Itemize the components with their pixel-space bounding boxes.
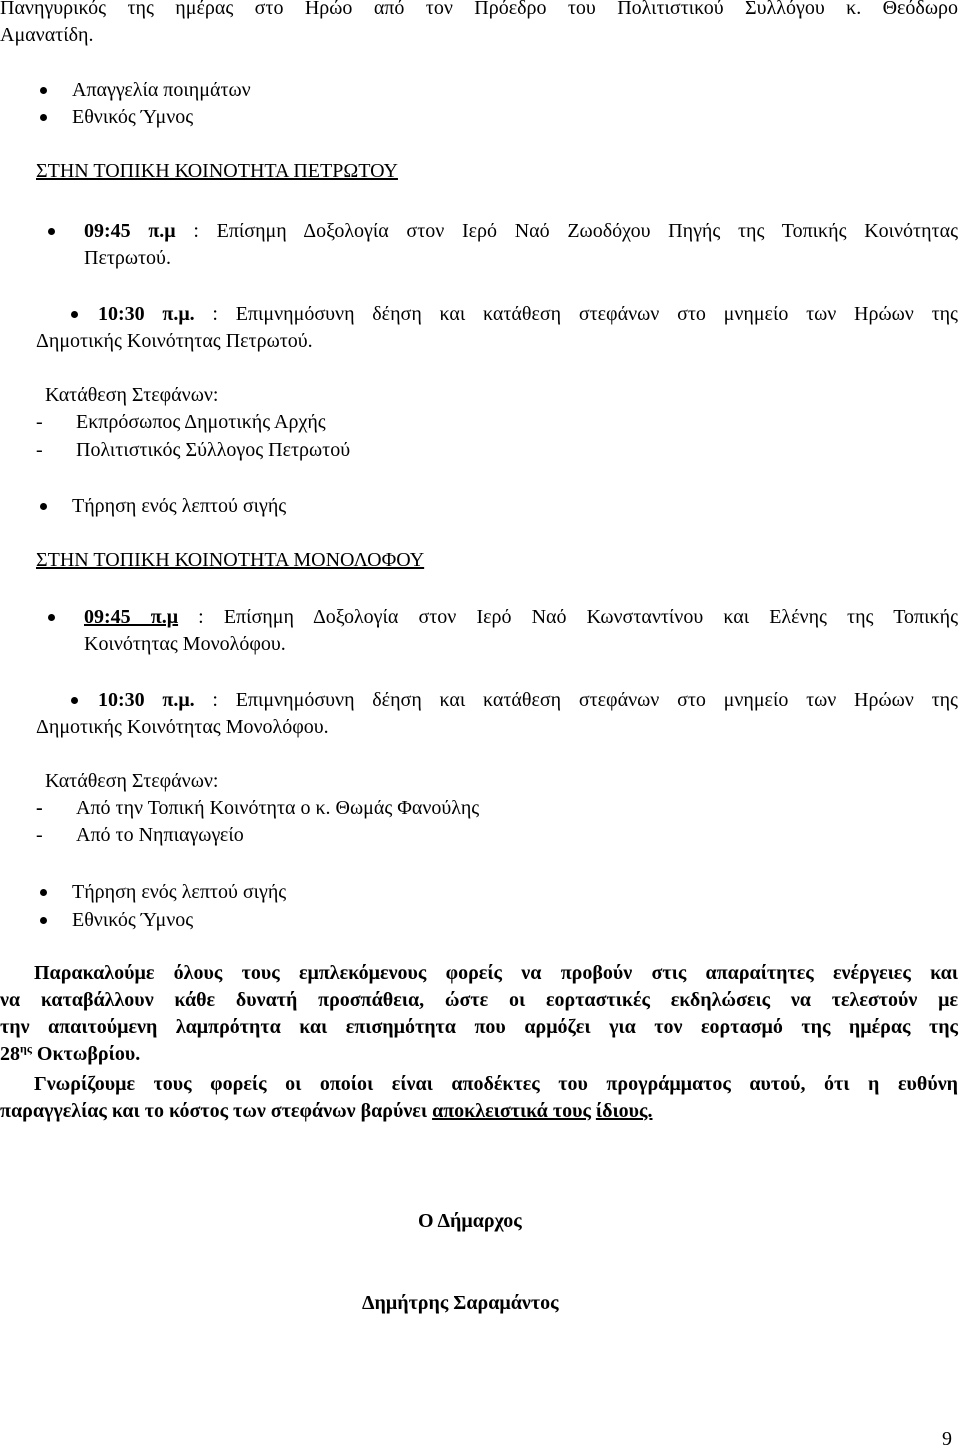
bullet-icon [40,503,47,510]
wreaths-label: Κατάθεση Στεφάνων: [45,770,219,792]
section-heading-petrotou: ΣΤΗΝ ΤΟΠΙΚΗ ΚΟΙΝΟΤΗΤΑ ΠΕΤΡΩΤΟΥ [36,160,398,182]
dash-icon: - [36,797,43,819]
bullet-icon [40,114,47,121]
signature-title: Ο Δήμαρχος [418,1210,522,1232]
monolofou-doxology-line-1: 09:45 π.μ : Επίσημη Δοξολογία στον Ιερό Ναό Κωνσταντίνου και Ελένης της Τοπικής [84,606,958,628]
closing-p2-line-1: Γνωρίζουμε τους φορείς οι οποίοι είναι αποδέκτες του προγράμματος αυτού, ότι η ευθύνη [34,1073,958,1095]
section-heading-monolofou: ΣΤΗΝ ΤΟΠΙΚΗ ΚΟΙΝΟΤΗΤΑ ΜΟΝΟΛΟΦΟΥ [36,549,425,571]
closing-p1-line-1: Παρακαλούμε όλους τους εμπλεκόμενους φορείς να προβούν στις απαραίτητες ενέργειες και [34,962,958,984]
closing-p2-line-2: παραγγελίας και το κόστος των στεφάνων βαρύνει αποκλειστικά τους ίδιους. [0,1100,653,1122]
closing-p1-line-2: να καταβάλλουν κάθε δυνατή προσπάθεια, ώστε οι εορταστικές εκδηλώσεις να τελεστούν με [0,989,958,1011]
time-label: 09:45 π.μ [84,606,179,628]
petrotou-doxology-line-1: 09:45 π.μ : Επίσημη Δοξολογία στον Ιερό Ναό Ζωοδόχου Πηγής της Τοπικής Κοινότητας [84,220,958,242]
bullet-icon [48,614,55,621]
signature-name: Δημήτρης Σαραμάντος [362,1292,559,1314]
closing-p1-line-3: την απαιτούμενη λαμπρότητα και επισημότητα που αρμόζει για τον εορτασμό της ημέρας της [0,1016,958,1038]
wreaths-label: Κατάθεση Στεφάνων: [45,384,219,406]
petrotou-doxology-line-2: Πετρωτού. [84,247,171,269]
recitation-item: Απαγγελία ποιημάτων [72,79,251,101]
closing-p1-line-4: $28^{\eta\varsigma}$ Οκτωβρίου. [0,1041,141,1065]
silence-item: Τήρηση ενός λεπτού σιγής [72,881,287,903]
time-label: 10:30 π.μ. [98,689,195,711]
petrotou-memorial-line-2: Δημοτικής Κοινότητας Πετρωτού. [36,330,313,352]
wreath-item: Εκπρόσωπος Δημοτικής Αρχής [76,411,326,433]
monolofou-memorial-line-2: Δημοτικής Κοινότητας Μονολόφου. [36,716,329,738]
time-label: 10:30 π.μ. [98,303,195,325]
bullet-icon [40,87,47,94]
anthem-item: Εθνικός Ύμνος [72,106,194,128]
bullet-icon [71,697,78,704]
monolofou-doxology-line-2: Κοινότητας Μονολόφου. [84,633,286,655]
bullet-icon [40,889,47,896]
dash-icon: - [36,411,43,433]
wreath-item: Από την Τοπική Κοινότητα ο κ. Θωμάς Φανούλης [76,797,480,819]
time-label: 09:45 π.μ [84,220,176,242]
intro-line-1: Πανηγυρικός της ημέρας στο Ηρώο από τον Πρόεδρο του Πολιτιστικού Συλλόγου κ. Θεόδωρο [0,0,958,19]
petrotou-memorial-line-1: 10:30 π.μ. : Επιμνημόσυνη δέηση και κατάθεση στεφάνων στο μνημείο των Ηρώων της [98,303,958,325]
page-number: 9 [942,1428,952,1450]
monolofou-memorial-line-1: 10:30 π.μ. : Επιμνημόσυνη δέηση και κατάθεση στεφάνων στο μνημείο των Ηρώων της [98,689,958,711]
dash-icon: - [36,439,43,461]
dash-icon: - [36,824,43,846]
intro-line-2: Αμανατίδη. [0,24,94,46]
bullet-icon [40,917,47,924]
wreath-item: Πολιτιστικός Σύλλογος Πετρωτού [76,439,351,461]
bullet-icon [71,311,78,318]
wreath-item: Από το Νηπιαγωγείο [76,824,244,846]
bullet-icon [48,228,55,235]
silence-item: Τήρηση ενός λεπτού σιγής [72,495,287,517]
anthem-item: Εθνικός Ύμνος [72,909,194,931]
